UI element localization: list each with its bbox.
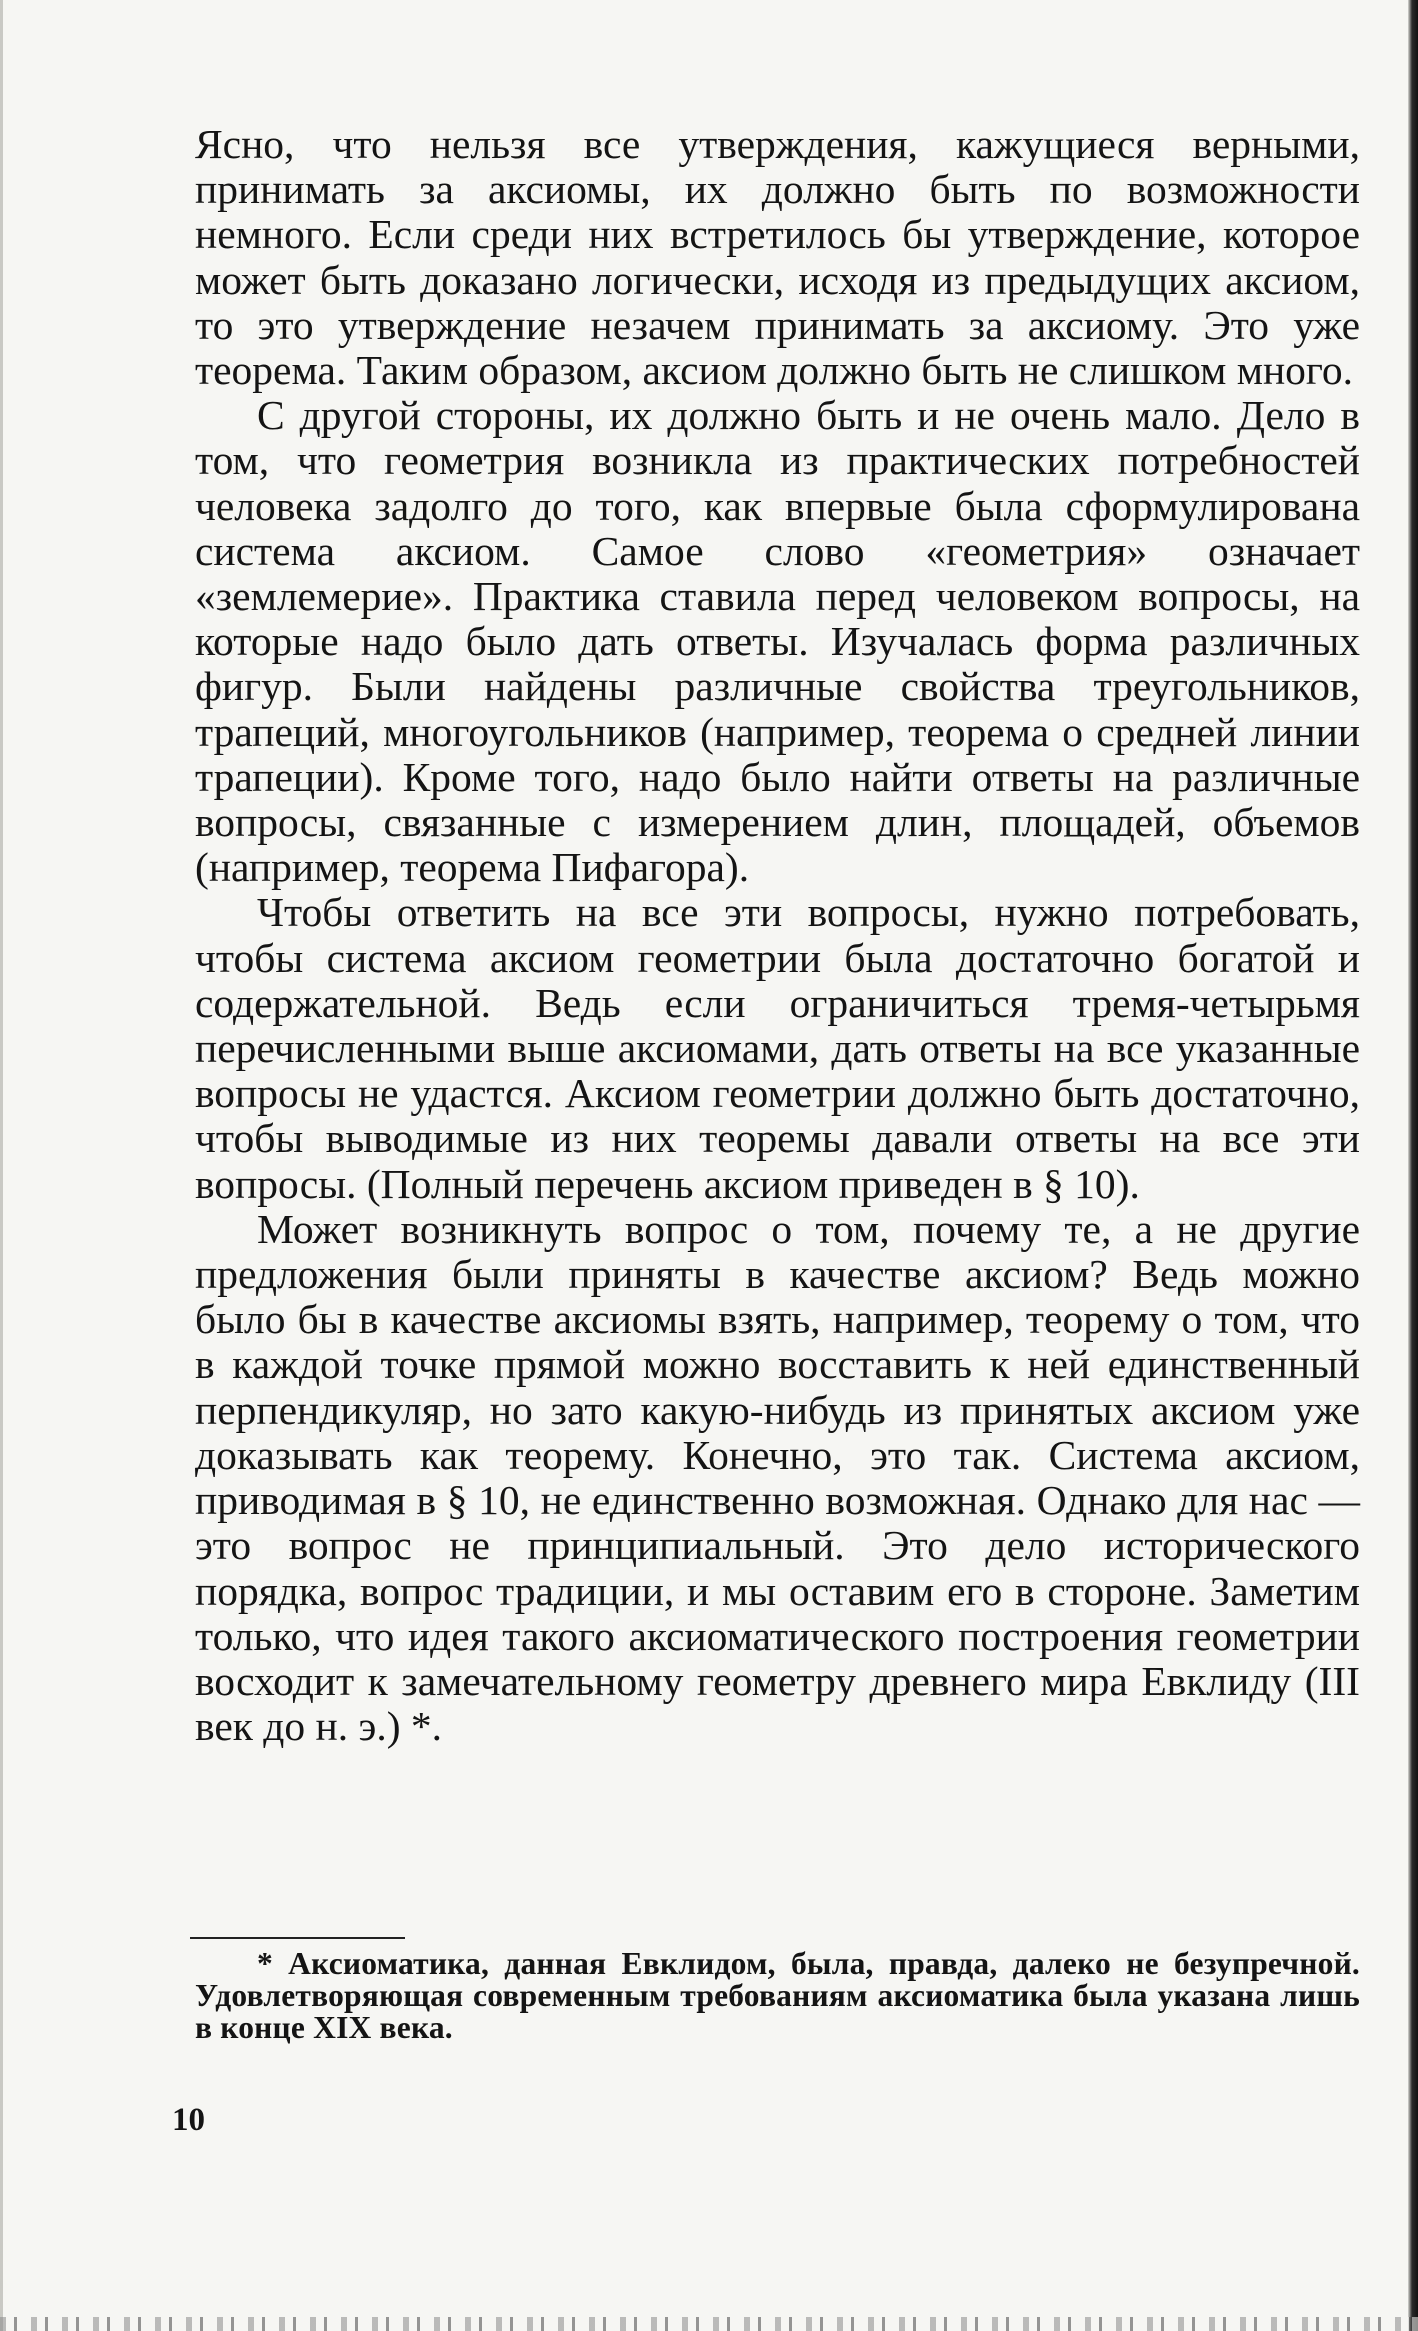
paragraph-2: С другой стороны, их должно быть и не очень мало. Дело в том, что геометрия возникла из практических потребностей человека задолго до того, как впервые была сформулирована система аксиом. Самое слово «геометрия» означает «землемерие». Практика ставила перед человеком вопросы, на которые надо было дать ответы. Изучалась форма различных фигур. Были найдены различные свойства треугольников, трапеций, многоугольников (например, теорема о средней линии трапеции). Кроме того, надо было найти ответы на различные вопросы, связанные с измерением длин, площадей, объемов (например, теорема Пифагора). <box>195 392 1360 891</box>
paragraph-1: Ясно, что нельзя все утверждения, кажущиеся верными, принимать за аксиомы, их должно быть по возможности немного. Если среди них встретилось бы утверждение, которое может быть доказано логически, исходя из предыдущих аксиом, то это утверждение незачем принимать за аксиому. Это уже теорема. Таким образом, аксиом должно быть не слишком много. <box>195 121 1360 394</box>
scan-left-edge <box>0 0 3 2331</box>
paragraph-3: Чтобы ответить на все эти вопросы, нужно потребовать, чтобы система аксиом геометрии была достаточно богатой и содержательной. Ведь если ограничиться тремя-четырьмя перечисленными выше аксиомами, дать ответы на все указанные вопросы не удастся. Аксиом геометрии должно быть достаточно, чтобы выводимые из них теоремы давали ответы на все эти вопросы. (Полный перечень аксиом приведен в § 10). <box>195 889 1360 1207</box>
body-text <box>195 122 1360 1749</box>
page-number: 10 <box>172 2102 205 2138</box>
footnote <box>195 1948 1360 2044</box>
footnote-separator <box>190 1937 405 1939</box>
scan-bottom-edge <box>0 2317 1418 2331</box>
footnote-text: * Аксиоматика, данная Евклидом, была, правда, далеко не безупречной. Удовлетворяющая современным требованиям аксиоматика была указана лишь в конце XIX века. <box>195 1946 1360 2045</box>
scan-right-edge <box>1408 0 1418 2331</box>
paragraph-4: Может возникнуть вопрос о том, почему те, а не другие предложения были приняты в качестве аксиом? Ведь можно было бы в качестве аксиомы взять, например, теорему о том, что в каждой точке прямой можно восставить к ней единственный перпендикуляр, но зато какую-нибудь из принятых аксиом уже доказывать как теорему. Конечно, это так. Система аксиом, приводимая в § 10, не единственно возможная. Однако для нас — это вопрос не принципиальный. Это дело исторического порядка, вопрос традиции, и мы оставим его в стороне. Заметим только, что идея такого аксиоматического построения геометрии восходит к замечательному геометру древнего мира Евклиду (III век до н. э.) *. <box>195 1205 1360 1750</box>
